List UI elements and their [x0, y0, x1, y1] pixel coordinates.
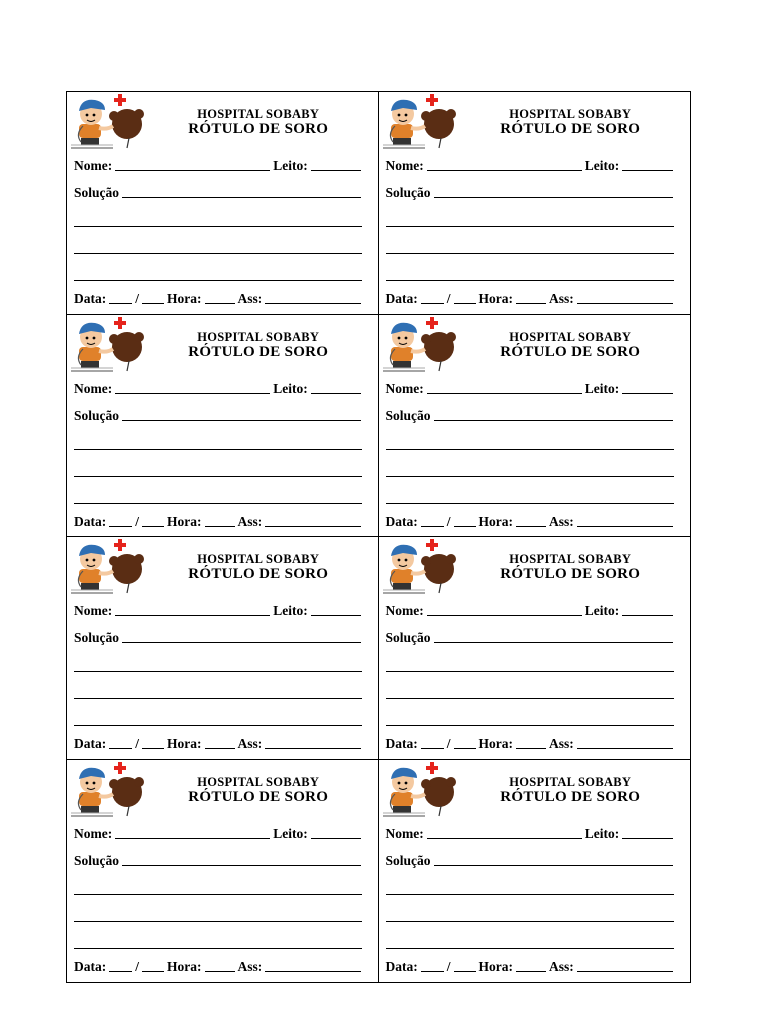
solution-label: Solução — [74, 852, 120, 868]
blank-line[interactable] — [74, 894, 362, 895]
signature-field[interactable] — [265, 748, 360, 749]
date-time-row — [74, 734, 364, 752]
time-field[interactable] — [516, 526, 546, 527]
date-month-field[interactable] — [454, 748, 476, 749]
label-sheet — [66, 91, 691, 983]
serum-label — [379, 760, 691, 983]
doctor-child-with-teddy-bear-icon — [69, 762, 147, 818]
label-title: RÓTULO DE SORO — [500, 121, 641, 137]
solution-label: Solução — [74, 630, 120, 645]
time-label: Hora: — [478, 291, 514, 306]
date-month-field[interactable] — [142, 526, 164, 527]
blank-line[interactable] — [74, 226, 362, 227]
solution-row — [74, 406, 364, 424]
name-row — [386, 601, 677, 619]
date-label: Data: — [74, 513, 107, 529]
solution-row — [74, 851, 364, 869]
name-label: Nome: — [74, 825, 113, 841]
blank-line[interactable] — [386, 698, 675, 699]
date-label: Data: — [74, 291, 107, 306]
name-field[interactable] — [427, 838, 582, 839]
label-header — [149, 552, 368, 583]
serum-label — [379, 537, 691, 760]
name-label: Nome: — [74, 603, 113, 618]
name-label: Nome: — [74, 380, 113, 396]
bed-field[interactable] — [622, 393, 673, 394]
bed-field[interactable] — [622, 838, 673, 839]
date-month-field[interactable] — [142, 748, 164, 749]
signature-field[interactable] — [265, 526, 360, 527]
blank-line[interactable] — [74, 449, 362, 450]
time-field[interactable] — [205, 748, 235, 749]
date-label: Data: — [74, 958, 107, 974]
serum-label — [67, 760, 379, 983]
solution-row — [386, 628, 677, 646]
solution-label: Solução — [385, 630, 431, 645]
signature-label: Ass: — [237, 291, 263, 306]
serum-label — [67, 537, 379, 760]
bed-field[interactable] — [311, 170, 361, 171]
time-label: Hora: — [478, 958, 514, 974]
hospital-name: HOSPITAL SOBABY — [197, 107, 320, 121]
solution-row — [386, 406, 677, 424]
label-title: RÓTULO DE SORO — [188, 788, 329, 805]
date-separator: / — [446, 958, 451, 974]
signature-label: Ass: — [549, 958, 574, 974]
date-time-row — [386, 512, 677, 530]
bed-label: Leito: — [584, 158, 620, 173]
hospital-name: HOSPITAL SOBABY — [509, 774, 632, 789]
red-cross-icon — [426, 762, 438, 774]
date-label: Data: — [385, 291, 418, 306]
name-label: Nome: — [385, 603, 424, 618]
date-day-field[interactable] — [421, 748, 444, 749]
hospital-name: HOSPITAL SOBABY — [197, 774, 320, 789]
date-month-field[interactable] — [454, 971, 476, 972]
name-row — [386, 824, 677, 842]
serum-label — [379, 315, 691, 538]
label-title: RÓTULO DE SORO — [500, 788, 641, 805]
doctor-child-with-teddy-bear-icon — [69, 539, 147, 595]
name-row — [74, 601, 364, 619]
solution-label: Solução — [74, 185, 120, 200]
label-header — [461, 107, 681, 138]
date-label: Data: — [385, 736, 418, 751]
name-field[interactable] — [115, 170, 270, 171]
date-day-field[interactable] — [421, 303, 444, 304]
blank-line[interactable] — [74, 921, 362, 922]
blank-line[interactable] — [74, 698, 362, 699]
date-day-field[interactable] — [109, 971, 132, 972]
date-separator: / — [135, 958, 140, 974]
date-day-field[interactable] — [109, 303, 132, 304]
hospital-name: HOSPITAL SOBABY — [197, 552, 320, 566]
hospital-name: HOSPITAL SOBABY — [509, 107, 632, 121]
bed-label: Leito: — [584, 380, 620, 396]
blank-line[interactable] — [386, 921, 675, 922]
red-cross-icon — [114, 317, 126, 329]
red-cross-icon — [426, 317, 438, 329]
solution-row — [74, 628, 364, 646]
red-cross-icon — [114, 94, 126, 106]
bed-field[interactable] — [311, 393, 361, 394]
name-row — [74, 824, 364, 842]
time-label: Hora: — [478, 736, 514, 751]
serum-label — [379, 92, 691, 315]
bed-label: Leito: — [584, 603, 620, 618]
solution-field[interactable] — [122, 865, 360, 866]
solution-field[interactable] — [434, 642, 673, 643]
signature-label: Ass: — [549, 736, 574, 751]
date-label: Data: — [74, 736, 107, 751]
name-field[interactable] — [115, 615, 270, 616]
red-cross-icon — [426, 94, 438, 106]
time-field[interactable] — [516, 748, 546, 749]
label-title: RÓTULO DE SORO — [188, 343, 329, 360]
date-time-row — [74, 289, 364, 307]
time-label: Hora: — [478, 513, 514, 529]
solution-field[interactable] — [434, 197, 673, 198]
doctor-child-with-teddy-bear-icon — [381, 539, 459, 595]
hospital-name: HOSPITAL SOBABY — [197, 329, 320, 344]
doctor-child-with-teddy-bear-icon — [381, 762, 459, 818]
label-header — [149, 107, 368, 138]
label-title: RÓTULO DE SORO — [500, 343, 641, 360]
date-label: Data: — [385, 513, 418, 529]
solution-label: Solução — [385, 852, 431, 868]
blank-line[interactable] — [74, 476, 362, 477]
time-label: Hora: — [167, 291, 202, 306]
blank-line[interactable] — [74, 948, 362, 949]
label-header — [461, 330, 681, 361]
date-month-field[interactable] — [454, 303, 476, 304]
bed-field[interactable] — [311, 615, 361, 616]
bed-label: Leito: — [584, 825, 620, 841]
name-label: Nome: — [74, 158, 113, 173]
blank-line[interactable] — [386, 280, 675, 281]
red-cross-icon — [114, 539, 126, 551]
blank-line[interactable] — [74, 671, 362, 672]
signature-field[interactable] — [577, 526, 673, 527]
date-time-row — [386, 957, 677, 975]
solution-row — [74, 183, 364, 201]
red-cross-icon — [114, 762, 126, 774]
signature-label: Ass: — [237, 513, 263, 529]
date-day-field[interactable] — [109, 526, 132, 527]
serum-label — [67, 315, 379, 538]
date-separator: / — [135, 513, 140, 529]
name-field[interactable] — [427, 393, 582, 394]
signature-field[interactable] — [577, 303, 673, 304]
time-field[interactable] — [516, 971, 546, 972]
solution-row — [386, 183, 677, 201]
solution-field[interactable] — [434, 865, 673, 866]
solution-field[interactable] — [122, 642, 360, 643]
doctor-child-with-teddy-bear-icon — [381, 94, 459, 150]
signature-label: Ass: — [549, 291, 574, 306]
bed-label: Leito: — [273, 825, 308, 841]
blank-line[interactable] — [386, 894, 675, 895]
solution-field[interactable] — [434, 420, 673, 421]
blank-line[interactable] — [386, 226, 675, 227]
label-title: RÓTULO DE SORO — [500, 566, 641, 582]
date-separator: / — [446, 513, 451, 529]
date-day-field[interactable] — [421, 971, 444, 972]
date-day-field[interactable] — [109, 748, 132, 749]
solution-field[interactable] — [122, 420, 360, 421]
signature-label: Ass: — [237, 958, 263, 974]
name-row — [386, 379, 677, 397]
date-day-field[interactable] — [421, 526, 444, 527]
solution-label: Solução — [385, 407, 431, 423]
label-header — [149, 775, 368, 806]
blank-line[interactable] — [386, 725, 675, 726]
signature-field[interactable] — [577, 748, 673, 749]
blank-line[interactable] — [74, 253, 362, 254]
hospital-name: HOSPITAL SOBABY — [509, 552, 632, 566]
name-label: Nome: — [385, 825, 424, 841]
label-title: RÓTULO DE SORO — [188, 121, 329, 137]
blank-line[interactable] — [74, 725, 362, 726]
time-field[interactable] — [205, 971, 235, 972]
bed-field[interactable] — [622, 615, 673, 616]
name-field[interactable] — [427, 170, 582, 171]
blank-line[interactable] — [386, 671, 675, 672]
time-field[interactable] — [205, 526, 235, 527]
blank-line[interactable] — [74, 503, 362, 504]
signature-field[interactable] — [577, 971, 673, 972]
solution-row — [386, 851, 677, 869]
time-field[interactable] — [205, 303, 235, 304]
label-title: RÓTULO DE SORO — [188, 566, 329, 582]
doctor-child-with-teddy-bear-icon — [381, 317, 459, 373]
serum-label — [67, 92, 379, 315]
time-label: Hora: — [167, 958, 202, 974]
date-time-row — [386, 289, 677, 307]
time-label: Hora: — [167, 736, 202, 751]
bed-label: Leito: — [273, 158, 308, 173]
date-separator: / — [446, 736, 451, 751]
red-cross-icon — [426, 539, 438, 551]
label-header — [149, 330, 368, 361]
blank-line[interactable] — [386, 476, 675, 477]
blank-line[interactable] — [386, 948, 675, 949]
solution-label: Solução — [385, 185, 431, 200]
name-label: Nome: — [385, 380, 424, 396]
hospital-name: HOSPITAL SOBABY — [509, 329, 632, 344]
date-month-field[interactable] — [142, 971, 164, 972]
blank-line[interactable] — [74, 280, 362, 281]
blank-line[interactable] — [386, 449, 675, 450]
signature-label: Ass: — [237, 736, 263, 751]
solution-field[interactable] — [122, 197, 360, 198]
blank-line[interactable] — [386, 253, 675, 254]
date-label: Data: — [385, 958, 418, 974]
time-field[interactable] — [516, 303, 546, 304]
label-header — [461, 552, 681, 583]
bed-field[interactable] — [311, 838, 361, 839]
bed-label: Leito: — [273, 603, 308, 618]
label-header — [461, 775, 681, 806]
date-time-row — [74, 512, 364, 530]
doctor-child-with-teddy-bear-icon — [69, 317, 147, 373]
time-label: Hora: — [167, 513, 202, 529]
doctor-child-with-teddy-bear-icon — [69, 94, 147, 150]
blank-line[interactable] — [386, 503, 675, 504]
name-field[interactable] — [115, 838, 270, 839]
date-separator: / — [135, 736, 140, 751]
date-separator: / — [135, 291, 140, 306]
bed-field[interactable] — [622, 170, 673, 171]
bed-label: Leito: — [273, 380, 308, 396]
name-label: Nome: — [385, 158, 424, 173]
date-time-row — [74, 957, 364, 975]
signature-field[interactable] — [265, 971, 360, 972]
date-separator: / — [446, 291, 451, 306]
signature-label: Ass: — [549, 513, 574, 529]
solution-label: Solução — [74, 407, 120, 423]
name-row — [74, 156, 364, 174]
name-field[interactable] — [115, 393, 270, 394]
name-row — [386, 156, 677, 174]
signature-field[interactable] — [265, 303, 360, 304]
name-row — [74, 379, 364, 397]
date-time-row — [386, 734, 677, 752]
name-field[interactable] — [427, 615, 582, 616]
date-month-field[interactable] — [142, 303, 164, 304]
date-month-field[interactable] — [454, 526, 476, 527]
